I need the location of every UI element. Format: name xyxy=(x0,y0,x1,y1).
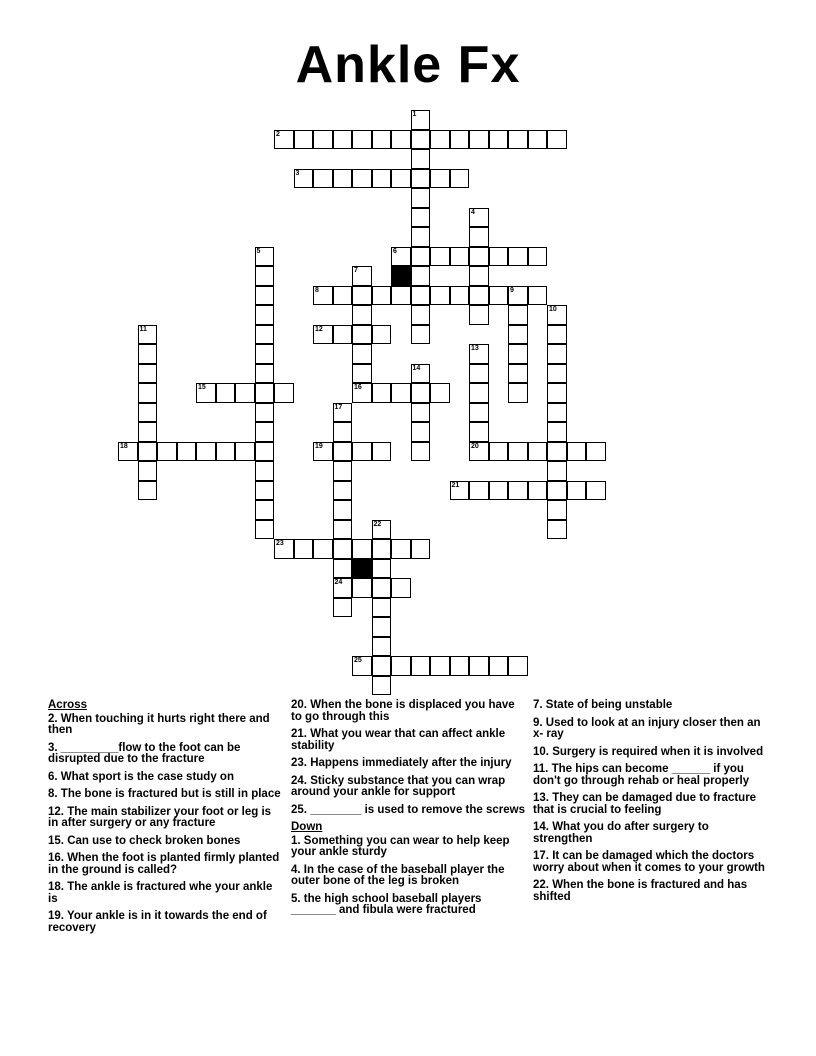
grid-cell[interactable] xyxy=(411,188,431,208)
grid-cell[interactable] xyxy=(430,247,450,267)
grid-cell[interactable] xyxy=(138,422,158,442)
grid-cell[interactable] xyxy=(255,422,275,442)
clue-number: 22 xyxy=(373,520,382,528)
clue-across-15: 15. Can use to check broken bones xyxy=(48,834,241,847)
grid-cell[interactable] xyxy=(313,442,333,462)
grid-cell[interactable] xyxy=(547,520,567,540)
clue-down-10: 10. Surgery is required when it is involved xyxy=(533,745,764,758)
grid-cell[interactable] xyxy=(372,169,392,189)
grid-cell[interactable] xyxy=(372,676,392,696)
grid-cell[interactable] xyxy=(411,208,431,228)
grid-cell[interactable] xyxy=(196,442,216,462)
grid-cell[interactable] xyxy=(469,247,489,267)
grid-cell[interactable] xyxy=(469,305,489,325)
grid-cell[interactable] xyxy=(469,422,489,442)
grid-cell[interactable] xyxy=(489,442,509,462)
clue-down-7: 7. State of being unstable xyxy=(533,699,673,711)
grid-cell[interactable] xyxy=(177,442,197,462)
clue-across-23: 23. Happens immediately after the injury xyxy=(291,757,512,769)
grid-cell[interactable] xyxy=(391,383,411,403)
grid-cell[interactable] xyxy=(508,344,528,364)
grid-cell[interactable] xyxy=(411,286,431,306)
grid-cell[interactable] xyxy=(313,286,333,306)
grid-cell[interactable] xyxy=(508,247,528,267)
clue-number: 12 xyxy=(315,325,323,333)
grid-cell[interactable] xyxy=(391,169,411,189)
grid-cell[interactable] xyxy=(294,130,314,150)
clues-column-1 xyxy=(48,700,284,940)
grid-cell[interactable] xyxy=(547,461,567,481)
grid-cell[interactable] xyxy=(255,247,275,267)
grid-cell[interactable] xyxy=(118,442,138,462)
grid-cell[interactable] xyxy=(352,305,372,325)
clue-number: 3 xyxy=(295,169,300,177)
grid-cell[interactable] xyxy=(547,403,567,423)
grid-cell[interactable] xyxy=(255,325,275,345)
grid-cell[interactable] xyxy=(508,364,528,384)
grid-cell[interactable] xyxy=(469,656,489,676)
grid-cell[interactable] xyxy=(508,130,528,150)
grid-cell[interactable] xyxy=(489,130,509,150)
grid-cell[interactable] xyxy=(372,617,392,637)
grid-cell[interactable] xyxy=(333,461,353,481)
grid-cell[interactable] xyxy=(372,520,392,540)
grid-cell[interactable] xyxy=(372,286,392,306)
grid-cell[interactable] xyxy=(508,383,528,403)
clue-number: 14 xyxy=(412,364,421,372)
grid-cell[interactable] xyxy=(508,305,528,325)
grid-cell[interactable] xyxy=(469,364,489,384)
grid-cell[interactable] xyxy=(391,286,411,306)
grid-cell[interactable] xyxy=(352,286,372,306)
grid-cell[interactable] xyxy=(411,247,431,267)
grid-cell[interactable] xyxy=(138,461,158,481)
grid-cell[interactable] xyxy=(216,442,236,462)
grid-cell[interactable] xyxy=(333,520,353,540)
clue-across-16: 16. When the foot is planted firmly planted in the ground is called? xyxy=(48,852,280,876)
grid-cell[interactable] xyxy=(528,247,548,267)
grid-cell[interactable] xyxy=(255,520,275,540)
grid-cell[interactable] xyxy=(469,130,489,150)
grid-cell[interactable] xyxy=(411,266,431,286)
grid-cell[interactable] xyxy=(469,266,489,286)
clue-number: 10 xyxy=(549,306,557,313)
grid-cell[interactable] xyxy=(235,442,255,462)
clue-across-24: 24. Sticky substance that you can wrap around your ankle for support xyxy=(291,774,506,798)
grid-cell[interactable] xyxy=(313,169,333,189)
clue-across-6: 6. What sport is the case study on xyxy=(48,770,234,783)
grid-cell[interactable] xyxy=(352,364,372,384)
grid-cell[interactable] xyxy=(469,286,489,306)
grid-cell[interactable] xyxy=(138,325,158,345)
grid-cell[interactable] xyxy=(313,130,333,150)
clue-number: 24 xyxy=(334,579,343,586)
grid-cell[interactable] xyxy=(547,364,567,384)
grid-cell[interactable] xyxy=(430,383,450,403)
grid-cell[interactable] xyxy=(450,656,470,676)
grid-cell[interactable] xyxy=(547,383,567,403)
clue-number: 8 xyxy=(315,286,319,294)
grid-cell[interactable] xyxy=(333,442,353,462)
grid-cell[interactable] xyxy=(352,442,372,462)
grid-cell[interactable] xyxy=(411,656,431,676)
grid-cell[interactable] xyxy=(469,383,489,403)
grid-cell[interactable] xyxy=(138,344,158,364)
grid-cell[interactable] xyxy=(391,578,411,598)
grid-cell[interactable] xyxy=(372,559,392,579)
grid-cell[interactable] xyxy=(333,130,353,150)
down-heading: Down xyxy=(291,821,323,833)
clue-number: 19 xyxy=(315,442,323,450)
grid-cell[interactable] xyxy=(489,286,509,306)
grid-cell[interactable] xyxy=(274,539,294,559)
grid-cell[interactable] xyxy=(372,656,392,676)
grid-cell[interactable] xyxy=(235,383,255,403)
clue-number: 5 xyxy=(256,247,261,255)
grid-cell[interactable] xyxy=(352,344,372,364)
grid-cell[interactable] xyxy=(450,130,470,150)
grid-cell[interactable] xyxy=(313,325,333,345)
grid-cell[interactable] xyxy=(372,637,392,657)
grid-cell[interactable] xyxy=(547,422,567,442)
grid-cell[interactable] xyxy=(411,110,431,130)
grid-cell[interactable] xyxy=(508,656,528,676)
grid-cell[interactable] xyxy=(430,286,450,306)
grid-cell[interactable] xyxy=(450,247,470,267)
grid-cell[interactable] xyxy=(255,442,275,462)
grid-cell[interactable] xyxy=(352,266,372,286)
clue-number: 9 xyxy=(510,286,514,294)
grid-cell[interactable] xyxy=(469,208,489,228)
grid-cell[interactable] xyxy=(528,442,548,462)
grid-cell[interactable] xyxy=(547,442,567,462)
clue-down-22: 22. When the bone is fractured and has shifted xyxy=(533,879,748,903)
grid-cell[interactable] xyxy=(333,598,353,618)
grid-cell[interactable] xyxy=(333,325,353,345)
clue-number: 13 xyxy=(471,345,479,352)
puzzle-title: Ankle Fx xyxy=(295,36,521,94)
grid-cell[interactable] xyxy=(352,578,372,598)
grid-cell[interactable] xyxy=(255,403,275,423)
grid-cell[interactable] xyxy=(411,364,431,384)
clue-number: 1 xyxy=(412,111,417,118)
clue-across-18: 18. The ankle is fractured whe your ankle is xyxy=(48,881,273,905)
grid-cell[interactable] xyxy=(547,325,567,345)
grid-cell[interactable] xyxy=(333,169,353,189)
clue-across-12: 12. The main stabilizer your foot or leg is in after surgery or any fracture xyxy=(48,805,272,829)
grid-cell[interactable] xyxy=(469,481,489,501)
clue-down-17: 17. It can be damaged which the doctors worry about when it comes to your growth xyxy=(533,850,765,874)
clues-column-2 xyxy=(291,700,527,923)
clue-down-9: 9. Used to look at an injury closer then an x- ray xyxy=(533,716,761,740)
grid-cell[interactable] xyxy=(411,305,431,325)
grid-cell[interactable] xyxy=(450,481,470,501)
grid-cell[interactable] xyxy=(508,286,528,306)
grid-cell[interactable] xyxy=(469,227,489,247)
clue-number: 2 xyxy=(276,130,280,138)
grid-cell[interactable] xyxy=(547,500,567,520)
grid-cell[interactable] xyxy=(528,286,548,306)
clue-across-20: 20. When the bone is displaced you have to go through this xyxy=(291,699,515,723)
grid-cell[interactable] xyxy=(547,344,567,364)
grid-cell[interactable] xyxy=(138,383,158,403)
grid-cell[interactable] xyxy=(489,481,509,501)
grid-cell[interactable] xyxy=(352,169,372,189)
grid-cell[interactable] xyxy=(411,383,431,403)
clue-down-5: 5. the high school baseball players _______ and fibula were fractured xyxy=(291,892,482,916)
grid-cell[interactable] xyxy=(391,247,411,267)
grid-cell[interactable] xyxy=(508,325,528,345)
grid-cell[interactable] xyxy=(411,325,431,345)
grid-cell[interactable] xyxy=(333,500,353,520)
black-cell xyxy=(391,266,411,286)
grid-cell[interactable] xyxy=(333,403,353,423)
grid-cell[interactable] xyxy=(372,598,392,618)
clue-number: 25 xyxy=(354,657,362,664)
grid-cell[interactable] xyxy=(411,422,431,442)
clue-number: 17 xyxy=(334,403,343,411)
grid-cell[interactable] xyxy=(255,481,275,501)
grid-cell[interactable] xyxy=(586,442,606,462)
clue-across-3: 3. _________flow to the foot can be disrupted due to the fracture xyxy=(48,741,241,765)
grid-cell[interactable] xyxy=(567,481,587,501)
grid-cell[interactable] xyxy=(216,383,236,403)
grid-cell[interactable] xyxy=(255,364,275,384)
grid-cell[interactable] xyxy=(294,169,314,189)
grid-cell[interactable] xyxy=(333,422,353,442)
clue-number: 11 xyxy=(139,325,147,333)
grid-cell[interactable] xyxy=(196,383,216,403)
grid-cell[interactable] xyxy=(411,169,431,189)
clue-across-19: 19. Your ankle is in it towards the end of recovery xyxy=(48,910,267,934)
grid-cell[interactable] xyxy=(372,442,392,462)
grid-cell[interactable] xyxy=(333,559,353,579)
grid-cell[interactable] xyxy=(255,344,275,364)
clue-number: 23 xyxy=(276,540,284,547)
grid-cell[interactable] xyxy=(450,286,470,306)
grid-cell[interactable] xyxy=(352,130,372,150)
clue-down-1: 1. Something you can wear to help keep your ankle sturdy xyxy=(291,834,510,858)
grid-cell[interactable] xyxy=(430,169,450,189)
grid-cell[interactable] xyxy=(333,539,353,559)
grid-cell[interactable] xyxy=(547,481,567,501)
grid-cell[interactable] xyxy=(313,539,333,559)
across-heading: Across xyxy=(48,699,87,711)
grid-cell[interactable] xyxy=(469,403,489,423)
grid-cell[interactable] xyxy=(508,481,528,501)
grid-cell[interactable] xyxy=(391,130,411,150)
grid-cell[interactable] xyxy=(430,130,450,150)
clue-number: 6 xyxy=(393,247,397,255)
grid-cell[interactable] xyxy=(255,461,275,481)
grid-cell[interactable] xyxy=(255,266,275,286)
grid-cell[interactable] xyxy=(508,442,528,462)
grid-cell[interactable] xyxy=(547,305,567,325)
grid-cell[interactable] xyxy=(586,481,606,501)
clue-number: 7 xyxy=(354,267,358,274)
grid-cell[interactable] xyxy=(294,539,314,559)
grid-cell[interactable] xyxy=(352,383,372,403)
grid-cell[interactable] xyxy=(274,130,294,150)
clue-number: 20 xyxy=(471,442,479,450)
clue-across-2: 2. When touching it hurts right there and then xyxy=(48,712,270,736)
clue-number: 15 xyxy=(198,384,206,391)
grid-cell[interactable] xyxy=(411,442,431,462)
grid-cell[interactable] xyxy=(372,130,392,150)
clue-down-11: 11. The hips can become ______ if you don't go through rehab or heal properly xyxy=(533,763,750,787)
clue-across-25: 25. ________ is used to remove the screws xyxy=(291,803,525,816)
grid-cell[interactable] xyxy=(411,149,431,169)
grid-cell[interactable] xyxy=(157,442,177,462)
grid-cell[interactable] xyxy=(372,578,392,598)
grid-cell[interactable] xyxy=(352,539,372,559)
clue-down-4: 4. In the case of the baseball player the outer bone of the leg is broken xyxy=(291,863,505,887)
grid-cell[interactable] xyxy=(333,578,353,598)
grid-cell[interactable] xyxy=(138,481,158,501)
grid-cell[interactable] xyxy=(469,442,489,462)
grid-cell[interactable] xyxy=(528,130,548,150)
clue-down-13: 13. They can be damaged due to fracture that is crucial to feeling xyxy=(533,792,757,816)
grid-cell[interactable] xyxy=(547,130,567,150)
grid-cell[interactable] xyxy=(489,247,509,267)
grid-cell[interactable] xyxy=(352,325,372,345)
grid-cell[interactable] xyxy=(138,442,158,462)
black-cell xyxy=(352,559,372,579)
clues-column-3 xyxy=(533,700,769,909)
grid-cell[interactable] xyxy=(352,656,372,676)
grid-cell[interactable] xyxy=(333,286,353,306)
grid-cell[interactable] xyxy=(391,656,411,676)
clue-number: 21 xyxy=(451,481,460,489)
clue-number: 16 xyxy=(354,384,362,391)
grid-cell[interactable] xyxy=(255,500,275,520)
clue-number: 4 xyxy=(471,208,475,216)
grid-cell[interactable] xyxy=(255,286,275,306)
clue-across-8: 8. The bone is fractured but is still in place xyxy=(48,788,281,800)
grid-cell[interactable] xyxy=(528,481,548,501)
grid-cell[interactable] xyxy=(372,539,392,559)
grid-cell[interactable] xyxy=(138,403,158,423)
grid-cell[interactable] xyxy=(567,442,587,462)
grid-cell[interactable] xyxy=(489,656,509,676)
grid-cell[interactable] xyxy=(372,383,392,403)
grid-cell[interactable] xyxy=(430,656,450,676)
grid-cell[interactable] xyxy=(411,539,431,559)
grid-cell[interactable] xyxy=(411,130,431,150)
grid-cell[interactable] xyxy=(274,383,294,403)
grid-cell[interactable] xyxy=(372,325,392,345)
grid-cell[interactable] xyxy=(411,227,431,247)
grid-cell[interactable] xyxy=(469,344,489,364)
clue-across-21: 21. What you wear that can affect ankle stability xyxy=(291,728,506,752)
grid-cell[interactable] xyxy=(333,481,353,501)
grid-cell[interactable] xyxy=(255,383,275,403)
grid-cell[interactable] xyxy=(450,169,470,189)
grid-cell[interactable] xyxy=(255,305,275,325)
clue-number: 18 xyxy=(120,442,128,450)
clue-down-14: 14. What you do after surgery to strengthen xyxy=(533,821,709,845)
grid-cell[interactable] xyxy=(391,539,411,559)
grid-cell[interactable] xyxy=(138,364,158,384)
grid-cell[interactable] xyxy=(411,403,431,423)
